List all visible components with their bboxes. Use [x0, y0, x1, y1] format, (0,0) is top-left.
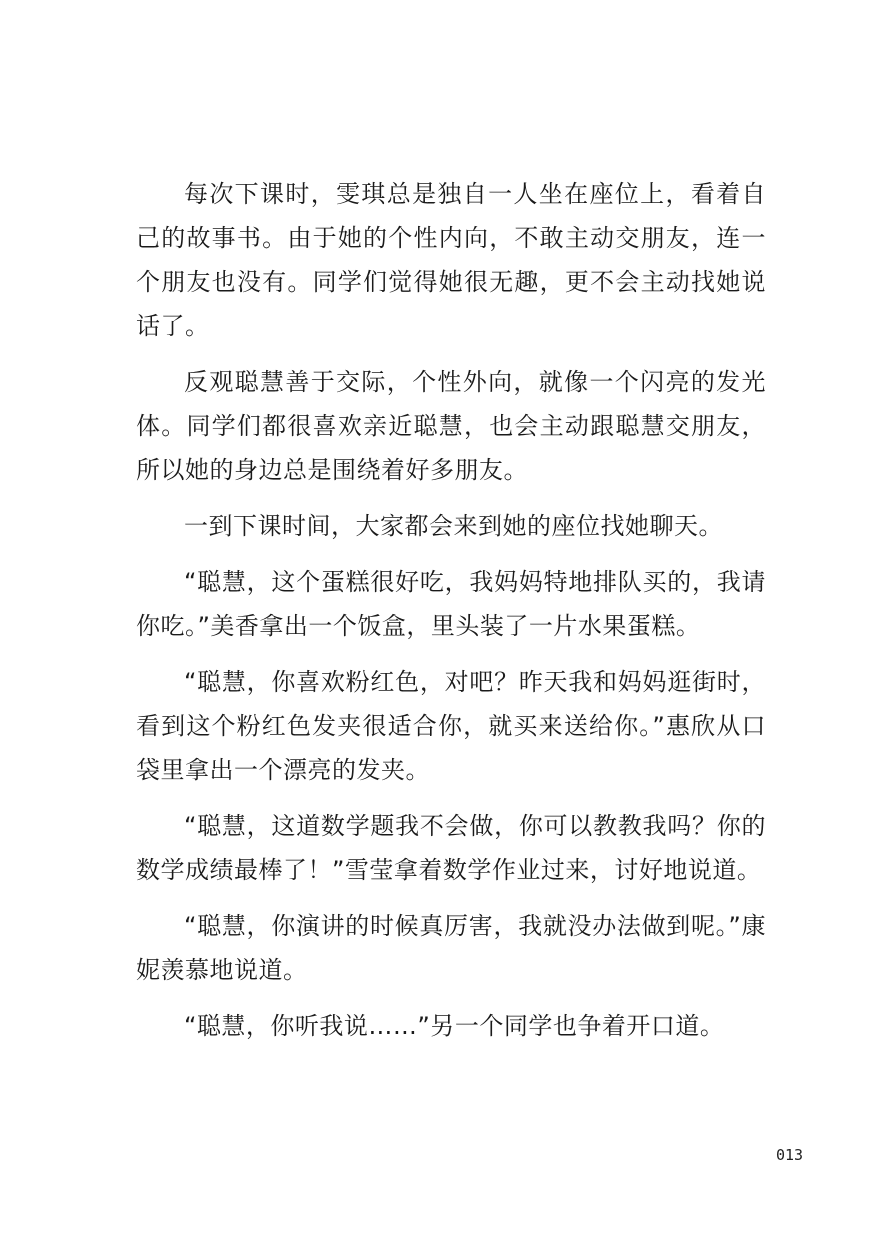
paragraph-1: 每次下课时，雯琪总是独自一人坐在座位上，看着自己的故事书。由于她的个性内向，不敢主动交朋友，连一个朋友也没有。同学们觉得她很无趣，更不会主动找她说话了。 — [136, 180, 766, 340]
paragraph-4: “聪慧，这个蛋糕很好吃，我妈妈特地排队买的，我请你吃。”美香拿出一个饭盒，里头装了一片水果蛋糕。 — [136, 568, 766, 640]
paragraph-7: “聪慧，你演讲的时候真厉害，我就没办法做到呢。”康妮羡慕地说道。 — [136, 912, 766, 984]
paragraph-3: 一到下课时间，大家都会来到她的座位找她聊天。 — [184, 512, 723, 540]
paragraph-2: 反观聪慧善于交际，个性外向，就像一个闪亮的发光体。同学们都很喜欢亲近聪慧，也会主动跟聪慧交朋友，所以她的身边总是围绕着好多朋友。 — [136, 368, 766, 484]
paragraph-5: “聪慧，你喜欢粉红色，对吧？昨天我和妈妈逛街时，看到这个粉红色发夹很适合你，就买来送给你。”惠欣从口袋里拿出一个漂亮的发夹。 — [136, 668, 766, 784]
paragraph-8: “聪慧，你听我说……”另一个同学也争着开口道。 — [184, 1012, 725, 1040]
page-number: 013 — [776, 1146, 804, 1164]
page-body — [136, 172, 766, 1048]
paragraph-6: “聪慧，这道数学题我不会做，你可以教教我吗？你的数学成绩最棒了！”雪莹拿着数学作业过来，讨好地说道。 — [136, 812, 766, 884]
